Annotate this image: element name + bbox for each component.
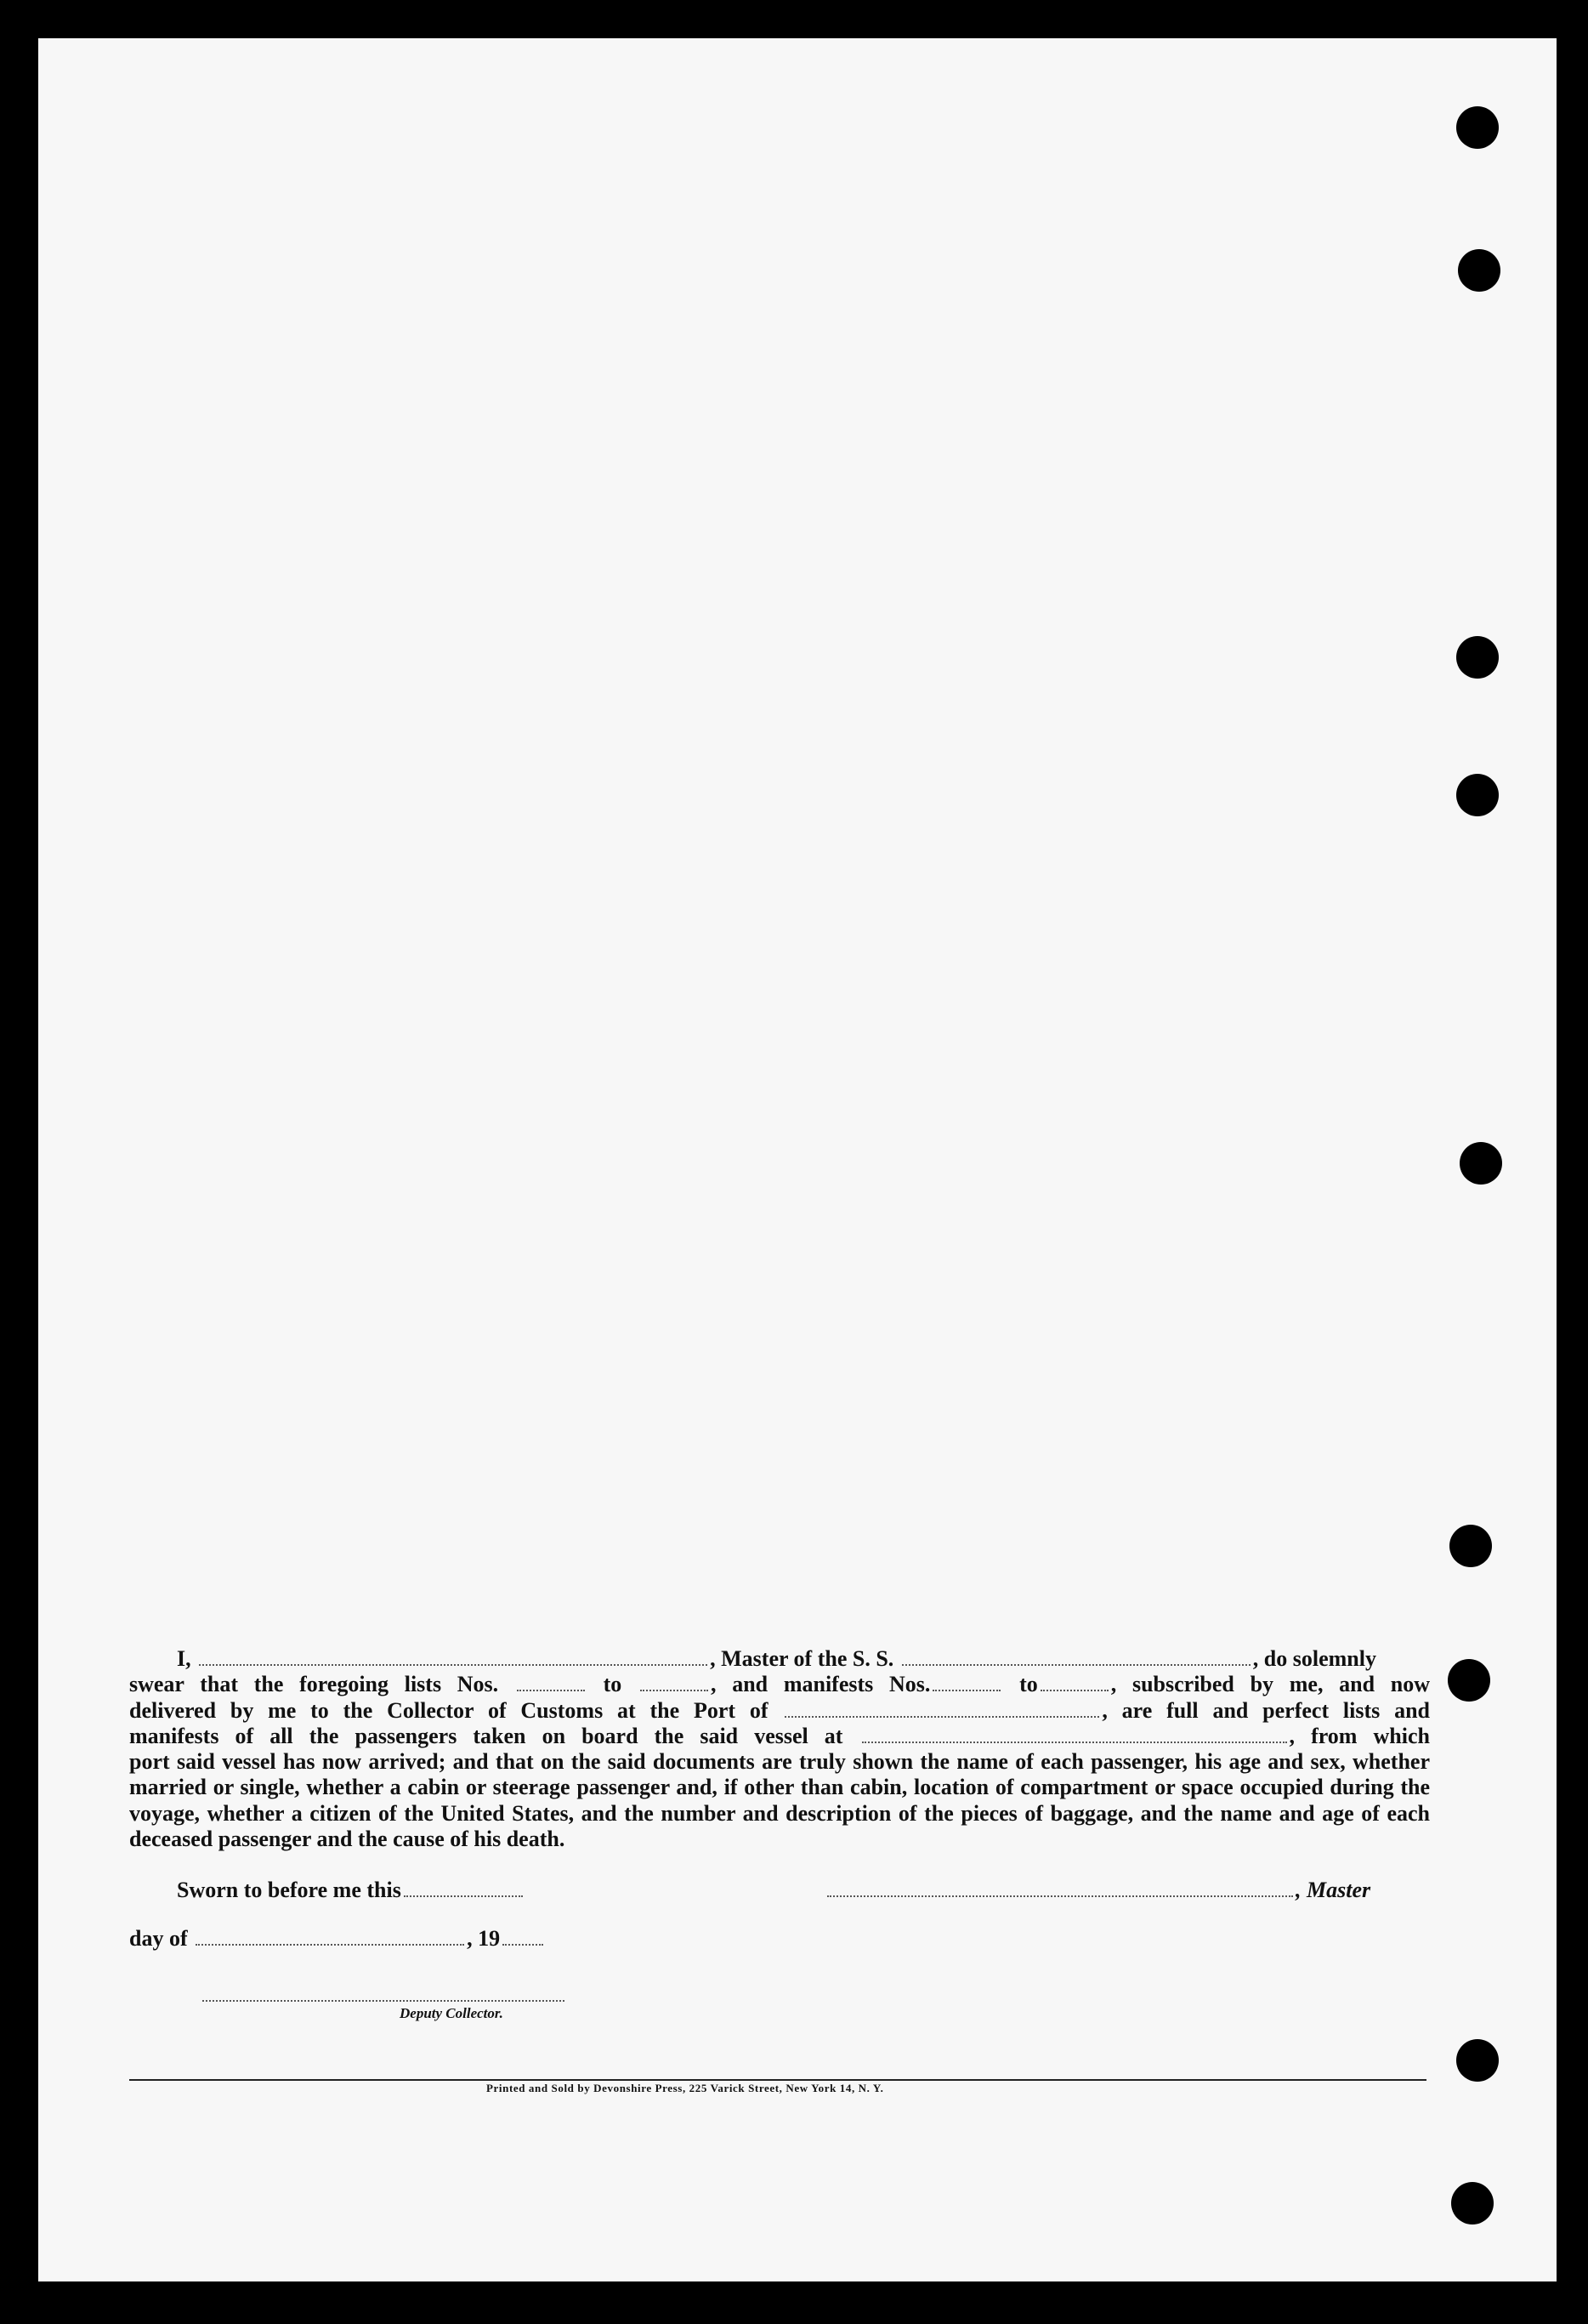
oath-body-text: port said vessel has now arrived; and that on the said documents are truly shown the name of each passenger, his age and sex, whether married or single, whether a cabin or steerage passenger and, if other than cabin, location of compartment or space occupied during the voyage, whether a citizen of the United States, and the number and description of the pieces of baggage, and the name and age of each deceased passenger and the cause of his death. (129, 1749, 1430, 1852)
to-label-1: to (603, 1672, 622, 1697)
oath-i: I, (177, 1646, 191, 1671)
master-name-blank[interactable] (199, 1649, 707, 1666)
subscribed-label: , subscribed by me, and now (1110, 1672, 1431, 1697)
master-signature-blank[interactable] (827, 1880, 1293, 1897)
ship-name-blank[interactable] (902, 1649, 1251, 1666)
deputy-signature-blank[interactable] (202, 1985, 564, 2002)
binder-hole (1451, 2182, 1494, 2225)
footer-rule (129, 2079, 1426, 2081)
binder-hole (1456, 774, 1499, 816)
binder-hole (1456, 106, 1499, 149)
binder-hole (1449, 1525, 1492, 1567)
binder-hole (1458, 249, 1500, 292)
do-solemnly-label: , do solemnly (1252, 1646, 1376, 1671)
sworn-line (177, 1878, 525, 1903)
binder-hole (1448, 1659, 1490, 1702)
manifests-all-label: manifests of all the passengers taken on board the said vessel at (129, 1723, 843, 1748)
sworn-day-blank[interactable] (404, 1880, 523, 1897)
binder-hole (1456, 2039, 1499, 2082)
printer-imprint: Printed and Sold by Devonshire Press, 225 Varick Street, New York 14, N. Y. (486, 2082, 884, 2094)
year-label: , 19 (467, 1926, 501, 1951)
and-manifests-label: , and manifests Nos. (711, 1672, 931, 1697)
binder-hole (1460, 1142, 1502, 1185)
manifest-from-blank[interactable] (933, 1674, 1001, 1691)
list-from-blank[interactable] (517, 1674, 585, 1691)
master-signature-line (825, 1878, 1370, 1903)
day-of-label: day of (129, 1926, 188, 1951)
list-to-blank[interactable] (640, 1674, 708, 1691)
to-label-2: to (1019, 1672, 1038, 1697)
master-of-ss-label: , Master of the S. S. (710, 1646, 894, 1671)
master-label: , Master (1296, 1878, 1371, 1902)
manifest-to-blank[interactable] (1041, 1674, 1109, 1691)
delivered-label: delivered by me to the Collector of Customs at the Port of (129, 1697, 768, 1723)
year-blank[interactable] (502, 1929, 543, 1946)
month-blank[interactable] (196, 1929, 464, 1946)
port-blank[interactable] (785, 1701, 1099, 1718)
departure-port-blank[interactable] (862, 1726, 1287, 1743)
deputy-collector-label: Deputy Collector. (400, 2005, 503, 2021)
from-which-label: , from which (1289, 1723, 1430, 1748)
oath-paragraph (129, 1646, 1430, 1852)
sworn-label: Sworn to before me this (177, 1878, 401, 1902)
day-of-line (129, 1926, 546, 1952)
are-full-label: , are full and perfect lists and (1102, 1697, 1430, 1723)
swear-label: swear that the foregoing lists Nos. (129, 1672, 499, 1697)
binder-hole (1456, 636, 1499, 679)
